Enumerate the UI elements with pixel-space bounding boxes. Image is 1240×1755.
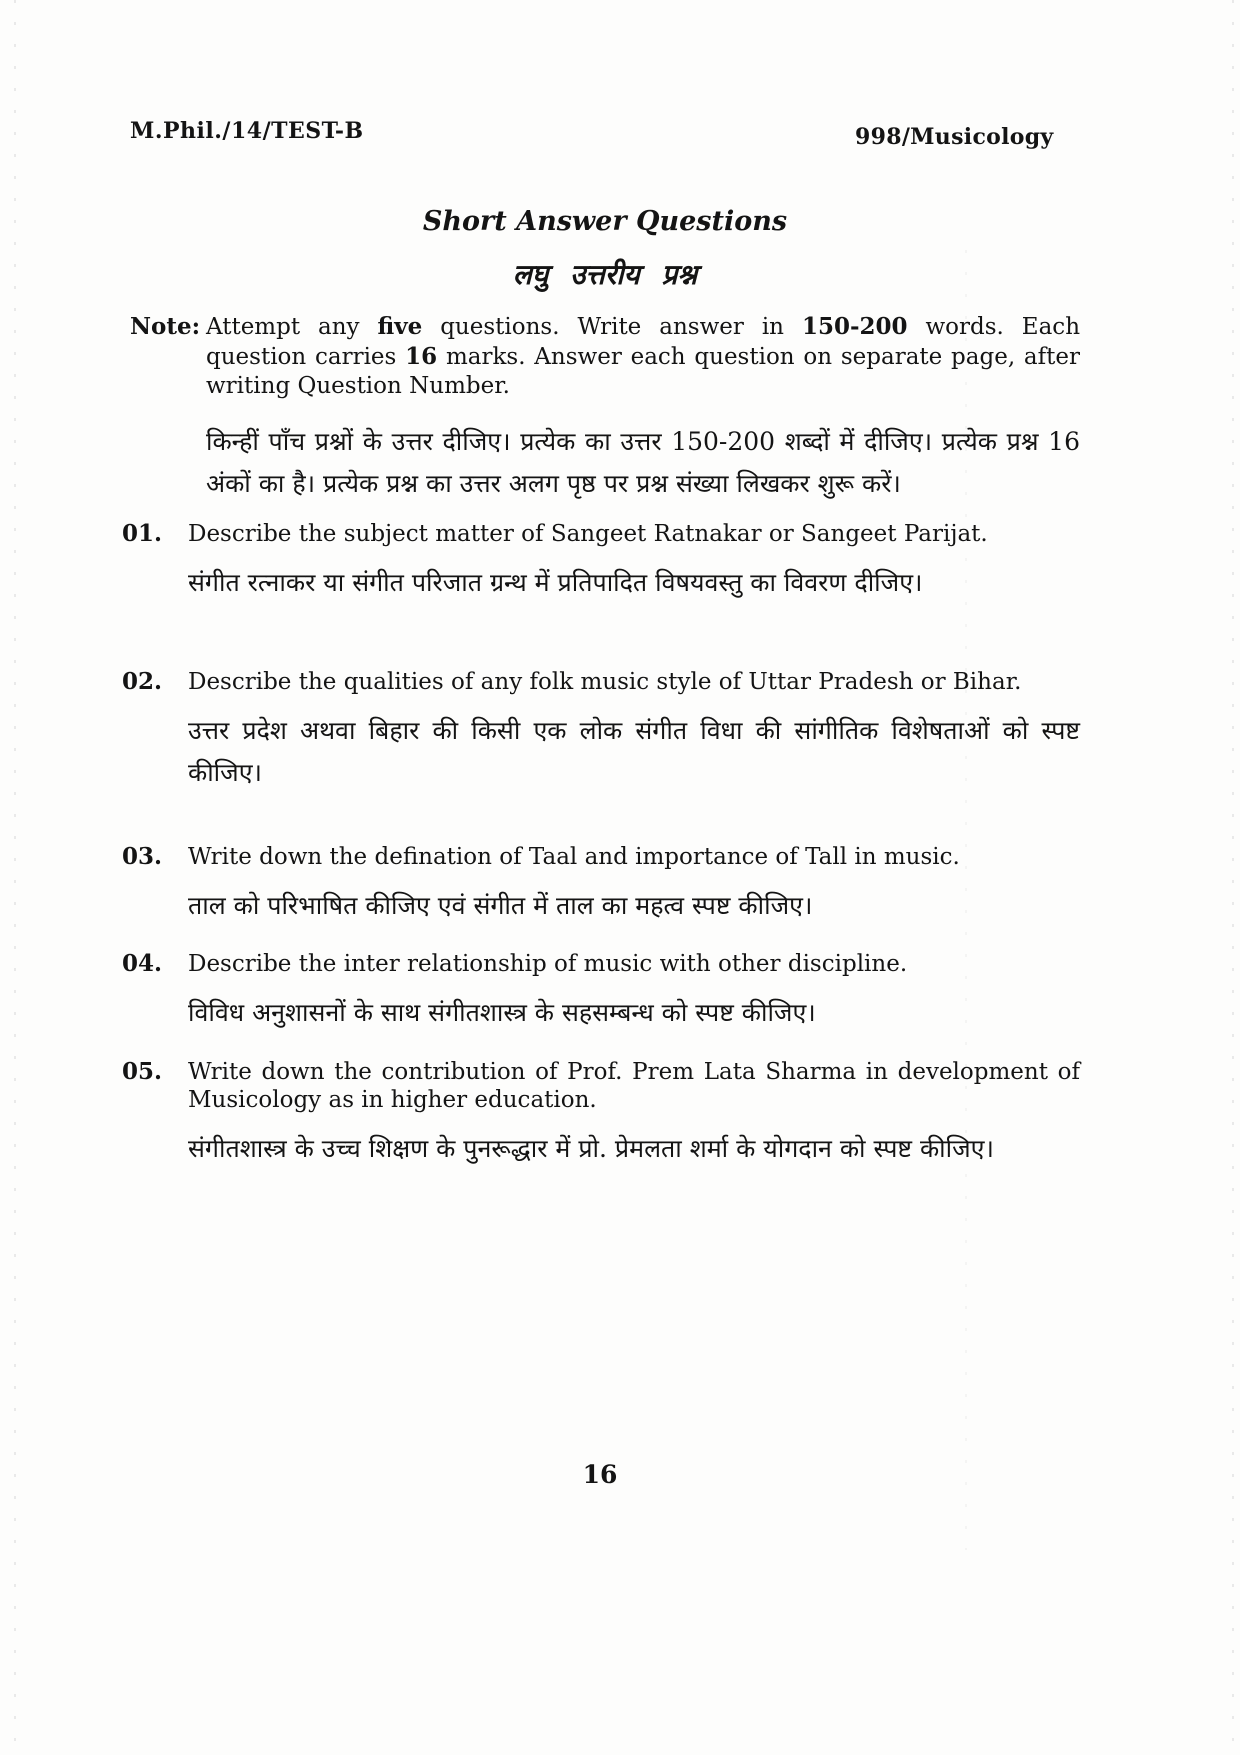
question-hindi: संगीत रत्नाकर या संगीत परिजात ग्रन्थ में प्रतिपादित विषयवस्तु का विवरण दीजिए।: [188, 568, 923, 597]
note-text: marks. Answer each question on separate page, after writing Question Number.: [206, 344, 1080, 399]
instructions-note: [130, 312, 1080, 505]
question-hindi: संगीतशास्त्र के उच्च शिक्षण के पुनरूद्धार में प्रो. प्रेमलता शर्मा के योगदान को स्पष्ट कीजिए।: [188, 1134, 994, 1163]
question-item: [122, 843, 1080, 927]
question-item: [122, 520, 1080, 604]
note-english: [206, 312, 1080, 401]
question-hindi: विविध अनुशासनों के साथ संगीतशास्त्र के सहसम्बन्ध को स्पष्ट कीजिए।: [188, 998, 816, 1027]
question-number: 01.: [122, 520, 163, 547]
note-text: Attempt any: [206, 314, 378, 340]
question-english: Write down the defination of Taal and importance of Tall in music.: [188, 844, 960, 870]
question-number: 05.: [122, 1058, 163, 1085]
section-title: Short Answer Questions: [422, 206, 788, 237]
question-hindi: ताल को परिभाषित कीजिए एवं संगीत में ताल का महत्व स्पष्ट कीजिए।: [188, 891, 813, 920]
question-hindi: उत्तर प्रदेश अथवा बिहार की किसी एक लोक संगीत विधा की सांगीतिक विशेषताओं को स्पष्ट कीजिए।: [188, 716, 1080, 787]
note-label: Note:: [130, 313, 201, 340]
note-emphasis: five: [377, 313, 423, 340]
question-item: [122, 950, 1080, 1034]
question-item: [122, 1058, 1080, 1170]
question-item: [122, 668, 1080, 794]
question-number: 02.: [122, 668, 163, 695]
question-english: Describe the qualities of any folk music style of Uttar Pradesh or Bihar.: [188, 669, 1022, 695]
note-text: words. Each question carries: [206, 314, 1081, 370]
section-title-hindi: लघु उत्तरीय प्रश्न: [512, 258, 698, 291]
note-emphasis: 150-200: [801, 313, 908, 340]
note-hindi: किन्हीं पाँच प्रश्नों के उत्तर दीजिए। प्रत्येक का उत्तर 150-200 शब्दों में दीजिए। प्रत्येक प्रश्न 16 अंकों का है। प्रत्येक प्रश्न का उत्तर अलग पृष्ठ पर प्रश्न संख्या लिखकर शुरू करें।: [206, 427, 1080, 498]
question-number: 03.: [122, 843, 163, 870]
note-emphasis: 16: [405, 343, 438, 370]
subject-code: 998/Musicology: [855, 124, 1054, 150]
question-english: Describe the subject matter of Sangeet Ratnakar or Sangeet Parijat.: [188, 521, 988, 547]
scan-edge-right: [1232, 0, 1234, 1755]
question-number: 04.: [122, 950, 163, 977]
note-text: questions. Write answer in: [422, 314, 802, 340]
question-english: Write down the contribution of Prof. Prem Lata Sharma in development of Musicology as in higher education.: [188, 1059, 1080, 1113]
paper-code: M.Phil./14/TEST-B: [130, 118, 364, 144]
page-number: 16: [582, 1460, 618, 1489]
question-english: Describe the inter relationship of music with other discipline.: [188, 951, 908, 977]
